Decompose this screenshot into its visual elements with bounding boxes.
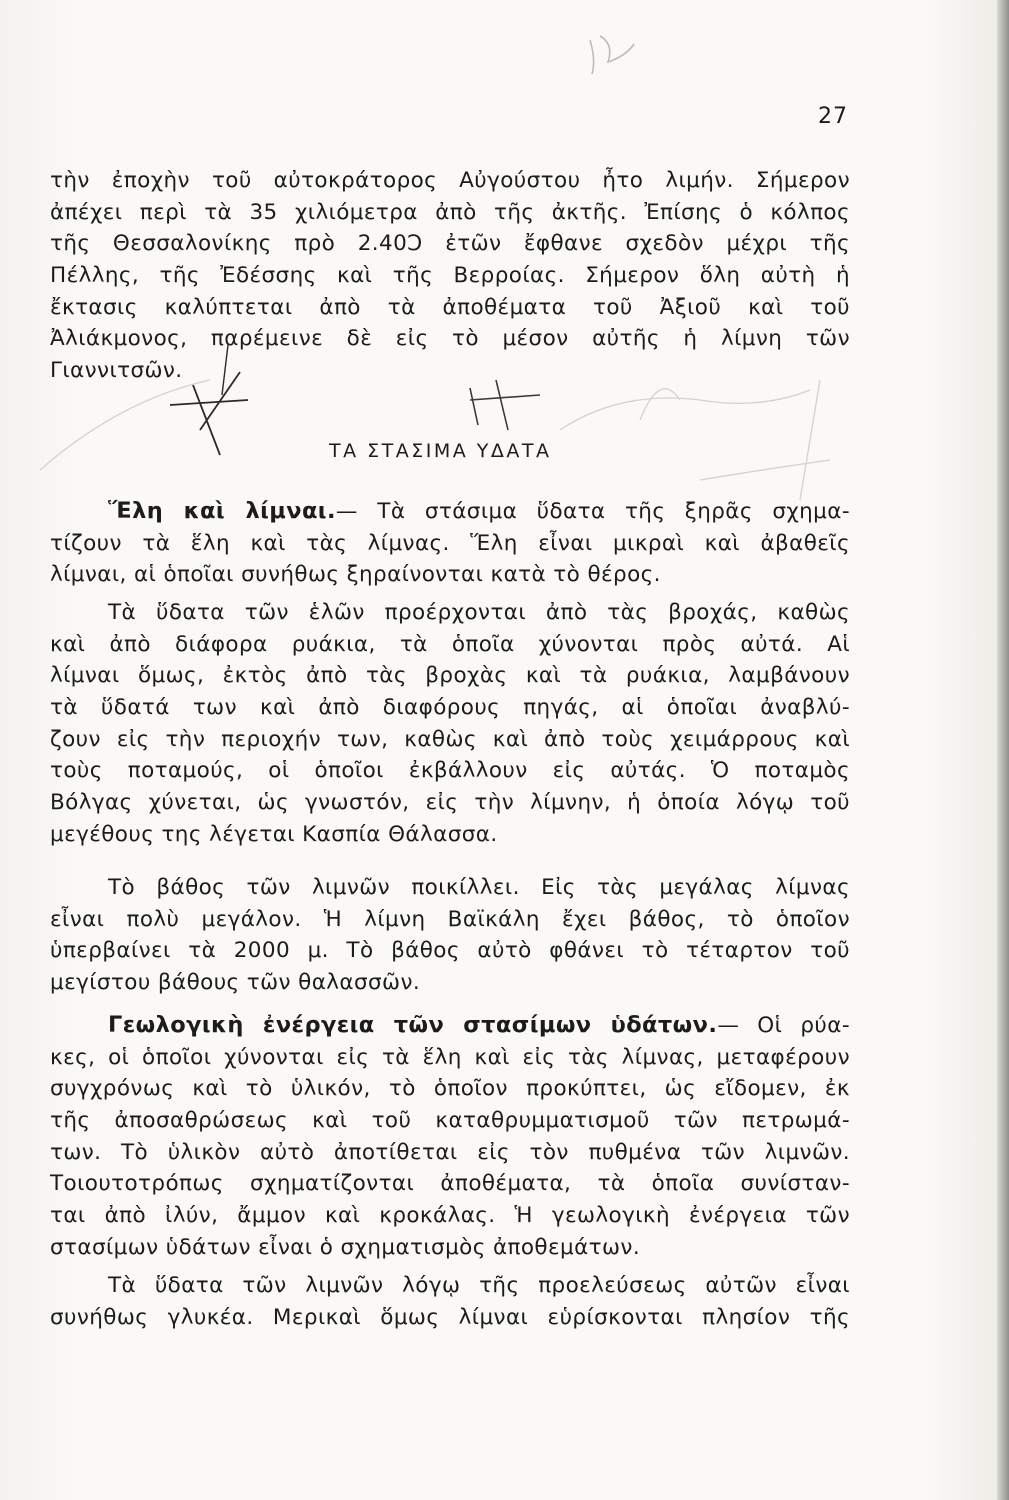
text-line: Βόλγας χύνεται, ὡς γνωστόν, εἰς τὴν λίμνην, ἡ ὁποία λόγῳ τοῦ: [50, 790, 850, 816]
text-line: Τὸ βάθος τῶν λιμνῶν ποικίλλει. Εἰς τὰς μεγάλας λίμνας: [108, 875, 850, 900]
paragraph-geological-action: [50, 1010, 850, 1264]
text-line: Τοιουτοτρόπως σχηματίζονται ἀποθέματα, τὰ ὁποῖα συνίσταν-: [50, 1171, 850, 1197]
text-line: [50, 496, 850, 528]
text-line: μεγέθους της λέγεται Κασπία Θάλασσα.: [50, 821, 498, 847]
text-line: ἀπέχει περὶ τὰ 35 χιλιόμετρα ἀπὸ τῆς ἀκτῆς. Ἐπίσης ὁ κόλπος: [50, 199, 850, 225]
page-number: 27: [818, 104, 848, 129]
text-line: ὑπερβαίνει τὰ 2000 μ. Τὸ βάθος αὐτὸ φθάνει τὸ τέταρτον τοῦ: [50, 938, 850, 964]
paragraph-heading: Γεωλογικὴ ἐνέργεια τῶν στασίμων ὑδάτων.: [108, 1012, 718, 1038]
text-line: Τὰ ὕδατα τῶν ἑλῶν προέρχονται ἀπὸ τὰς βροχάς, καθὼς: [108, 600, 850, 625]
text-line: καὶ ἀπὸ διάφορα ρυάκια, τὰ ὁποῖα χύνονται πρὸς αὐτά. Αἱ: [50, 631, 850, 657]
page-edge-shadow: [997, 0, 1009, 1500]
opening-paragraph: [50, 165, 850, 387]
text-line: τῆς Θεσσαλονίκης πρὸ 2.40Ͻ ἐτῶν ἔφθανε σχεδὸν μέχρι τῆς: [50, 231, 850, 257]
text-line: τῆς ἀποσαθρώσεως καὶ τοῦ καταθρυμματισμοῦ τῶν πετρωμά-: [50, 1108, 850, 1134]
text-line: τὰ ὕδατά των καὶ ἀπὸ διαφόρους πηγάς, αἱ ὁποῖαι ἀναβλύ-: [50, 695, 850, 721]
text-line: Ἀλιάκμονος, παρέμεινε δὲ εἰς τὸ μέσον αὐτῆς ἡ λίμνη τῶν: [50, 326, 850, 352]
text-run: — Οἱ ρύα-: [717, 1013, 850, 1038]
section-heading: ΤΑ ΣΤΑΣΙΜΑ ΥΔΑΤΑ: [329, 440, 552, 462]
text-line: ται ἀπὸ ἰλύν, ἄμμον καὶ κροκάλας. Ἡ γεωλογικὴ ἐνέργεια τῶν: [50, 1203, 850, 1229]
paragraph-water-sources: [50, 597, 850, 851]
text-line: μεγίστου βάθους τῶν θαλασσῶν.: [50, 970, 421, 996]
text-line: λίμναι ὅμως, ἐκτὸς ἀπὸ τὰς βροχὰς καὶ τὰ ρυάκια, λαμβάνουν: [50, 663, 850, 689]
text-line: Τὰ ὕδατα τῶν λιμνῶν λόγῳ τῆς προελεύσεως αὐτῶν εἶναι: [108, 1273, 850, 1298]
paragraph-fresh-water: [50, 1270, 850, 1333]
text-line: Γιαννιτσῶν.: [50, 358, 183, 384]
paragraph-marshes-lakes: [50, 496, 850, 591]
text-line: συγχρόνως καὶ τὸ ὑλικόν, τὸ ὁποῖον προκύπτει, ὡς εἴδομεν, ἐκ: [50, 1076, 850, 1102]
text-line: συνήθως γλυκέα. Μερικαὶ ὅμως λίμναι εὑρίσκονται πλησίον τῆς: [50, 1304, 850, 1330]
text-line: Πέλλης, τῆς Ἐδέσσης καὶ τῆς Βερροίας. Σήμερον ὅλη αὐτὴ ἡ: [50, 263, 850, 289]
text-line: [50, 1010, 850, 1042]
text-line: στασίμων ὑδάτων εἶναι ὁ σχηματισμὸς ἀποθεμάτων.: [50, 1234, 641, 1260]
text-line: τοὺς ποταμούς, οἱ ὁποῖοι ἐκβάλλουν εἰς αὐτάς. Ὁ ποταμὸς: [50, 758, 850, 784]
text-line: ζουν εἰς τὴν περιοχήν των, καθὼς καὶ ἀπὸ τοὺς χειμάρρους καὶ: [50, 726, 850, 752]
text-line: εἶναι πολὺ μεγάλον. Ἡ λίμνη Βαϊκάλη ἔχει βάθος, τὸ ὁποῖον: [50, 906, 850, 932]
text-line: κες, οἱ ὁποῖοι χύνονται εἰς τὰ ἕλη καὶ εἰς τὰς λίμνας, μεταφέρουν: [50, 1044, 850, 1070]
text-line: τὴν ἐποχὴν τοῦ αὐτοκράτορος Αὐγούστου ἦτο λιμήν. Σήμερον: [50, 168, 850, 193]
text-line: τίζουν τὰ ἕλη καὶ τὰς λίμνας. Ἕλη εἶναι μικραὶ καὶ ἀβαθεῖς: [50, 530, 850, 556]
text-line: λίμναι, αἱ ὁποῖαι συνήθως ξηραίνονται κατὰ τὸ θέρος.: [50, 562, 661, 588]
paragraph-lake-depth: [50, 872, 850, 999]
text-line: ἔκτασις καλύπτεται ἀπὸ τὰ ἀποθέματα τοῦ Ἀξιοῦ καὶ τοῦ: [50, 294, 850, 320]
paragraph-heading: Ἕλη καὶ λίμναι.: [108, 498, 336, 524]
text-line: των. Τὸ ὑλικὸν αὐτὸ ἀποτίθεται εἰς τὸν πυθμένα τῶν λιμνῶν.: [50, 1139, 850, 1165]
text-run: — Τὰ στάσιμα ὕδατα τῆς ξηρᾶς σχημα-: [335, 499, 850, 524]
